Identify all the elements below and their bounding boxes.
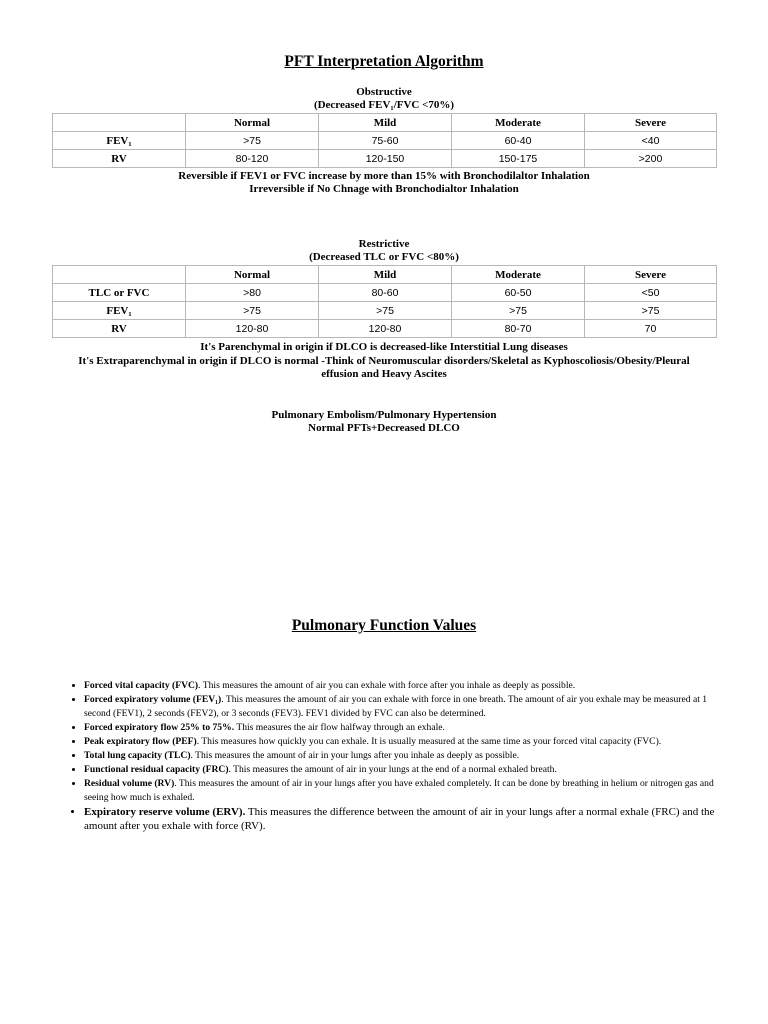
table-cell: >75 [186, 132, 319, 150]
list-item [84, 763, 734, 777]
list-item [84, 735, 734, 749]
row-label: TLC or FVC [53, 284, 186, 302]
table-cell: 120-80 [319, 320, 452, 338]
table-cell: 120-150 [319, 150, 452, 168]
obstructive-note: Irreversible if No Chnage with Bronchodialtor Inhalation [249, 183, 519, 195]
row-label: RV [53, 150, 186, 168]
pe-detail: Normal PFTs+Decreased DLCO [308, 422, 460, 434]
definition-term: Residual volume (RV) [84, 778, 175, 789]
definition-text: . This measures the amount of air you can exhale with force in one breath. The amount of air you exhale may be measured at 1 second (FEV1), 2 seconds (FEV2), or 3 seconds (FEV3). FEV1 divided by FVC can also be determined. [84, 694, 708, 719]
obstructive-criteria: (Decreased FEV₁/FVC <70%) [313, 99, 455, 111]
table-cell: 75-60 [319, 132, 452, 150]
table-cell: 120-80 [186, 320, 319, 338]
restrictive-note: It's Parenchymal in origin if DLCO is decreased-like Interstitial Lung diseases [200, 341, 568, 353]
table-cell: 150-175 [452, 150, 585, 168]
definition-text: . This measures the amount of air in your lungs after you have exhaled completely. It can be done by breathing in helium or nitrogen gas and seeing how much is exhaled. [84, 778, 714, 803]
table-cell: >75 [452, 302, 585, 320]
column-header: Normal [186, 266, 319, 284]
table-cell: 80-60 [319, 284, 452, 302]
table-cell: <50 [585, 284, 717, 302]
definitions-list [72, 679, 734, 833]
definition-term: Expiratory reserve volume (ERV). [84, 806, 246, 818]
definition-term: Functional residual capacity (FRC) [84, 764, 229, 775]
row-label: FEV₁ [53, 132, 186, 150]
column-header: Severe [585, 266, 717, 284]
restrictive-note: effusion and Heavy Ascites [321, 368, 447, 380]
obstructive-table [52, 113, 717, 168]
column-header: Severe [585, 114, 717, 132]
column-header [53, 266, 186, 284]
definition-term: Peak expiratory flow (PEF) [84, 736, 197, 747]
list-item [84, 805, 734, 833]
pe-heading: Pulmonary Embolism/Pulmonary Hypertension [271, 409, 497, 421]
list-item [84, 777, 734, 805]
column-header: Moderate [452, 114, 585, 132]
restrictive-heading: Restrictive [358, 238, 410, 250]
obstructive-heading: Obstructive [356, 86, 412, 98]
table-row [53, 132, 717, 150]
column-header: Mild [319, 266, 452, 284]
table-header-row [53, 266, 717, 284]
table-cell: >75 [319, 302, 452, 320]
table-row [53, 320, 717, 338]
page-title: PFT Interpretation Algorithm [284, 53, 484, 70]
obstructive-note: Reversible if FEV1 or FVC increase by more than 15% with Bronchodilaltor Inhalation [178, 170, 590, 182]
table-cell: >75 [186, 302, 319, 320]
list-item [84, 693, 734, 721]
restrictive-note: It's Extraparenchymal in origin if DLCO is normal -Think of Neuromuscular disorders/Skeletal as Kyphoscoliosis/Obesity/Pleural [78, 355, 690, 367]
table-row [53, 284, 717, 302]
definition-term: Total lung capacity (TLC) [84, 750, 191, 761]
definition-text: This measures the difference between the amount of air in your lungs after a normal exhale (FRC) and the amount after you exhale with force (RV). [84, 806, 715, 832]
table-cell: >75 [585, 302, 717, 320]
table-cell: <40 [585, 132, 717, 150]
definition-text: . This measures the amount of air in your lungs after you inhale as deeply as possible. [190, 750, 520, 761]
table-cell: 80-70 [452, 320, 585, 338]
table-header-row [53, 114, 717, 132]
restrictive-criteria: (Decreased TLC or FVC <80%) [309, 251, 459, 263]
restrictive-table [52, 265, 717, 338]
table-cell: 60-40 [452, 132, 585, 150]
column-header: Normal [186, 114, 319, 132]
table-cell: >80 [186, 284, 319, 302]
table-cell: 80-120 [186, 150, 319, 168]
table-cell: 60-50 [452, 284, 585, 302]
list-item [84, 749, 734, 763]
list-item [84, 721, 734, 735]
definition-text: . This measures the amount of air in your lungs at the end of a normal exhaled breath. [228, 764, 557, 775]
row-label: RV [53, 320, 186, 338]
values-title: Pulmonary Function Values [291, 617, 477, 634]
definition-term: Forced expiratory volume (FEV₁) [84, 694, 222, 705]
table-cell: >200 [585, 150, 717, 168]
column-header: Moderate [452, 266, 585, 284]
table-cell: 70 [585, 320, 717, 338]
row-label: FEV₁ [53, 302, 186, 320]
definition-term: Forced vital capacity (FVC) [84, 680, 199, 691]
list-item [84, 679, 734, 693]
definition-term: Forced expiratory flow 25% to 75%. [84, 722, 235, 733]
column-header [53, 114, 186, 132]
column-header: Mild [319, 114, 452, 132]
definition-text: This measures the air flow halfway through an exhale. [234, 722, 445, 733]
table-row [53, 302, 717, 320]
table-row [53, 150, 717, 168]
definition-text: . This measures how quickly you can exhale. It is usually measured at the same time as your forced vital capacity (FVC). [196, 736, 662, 747]
definition-text: . This measures the amount of air you can exhale with force after you inhale as deeply as possible. [198, 680, 576, 691]
